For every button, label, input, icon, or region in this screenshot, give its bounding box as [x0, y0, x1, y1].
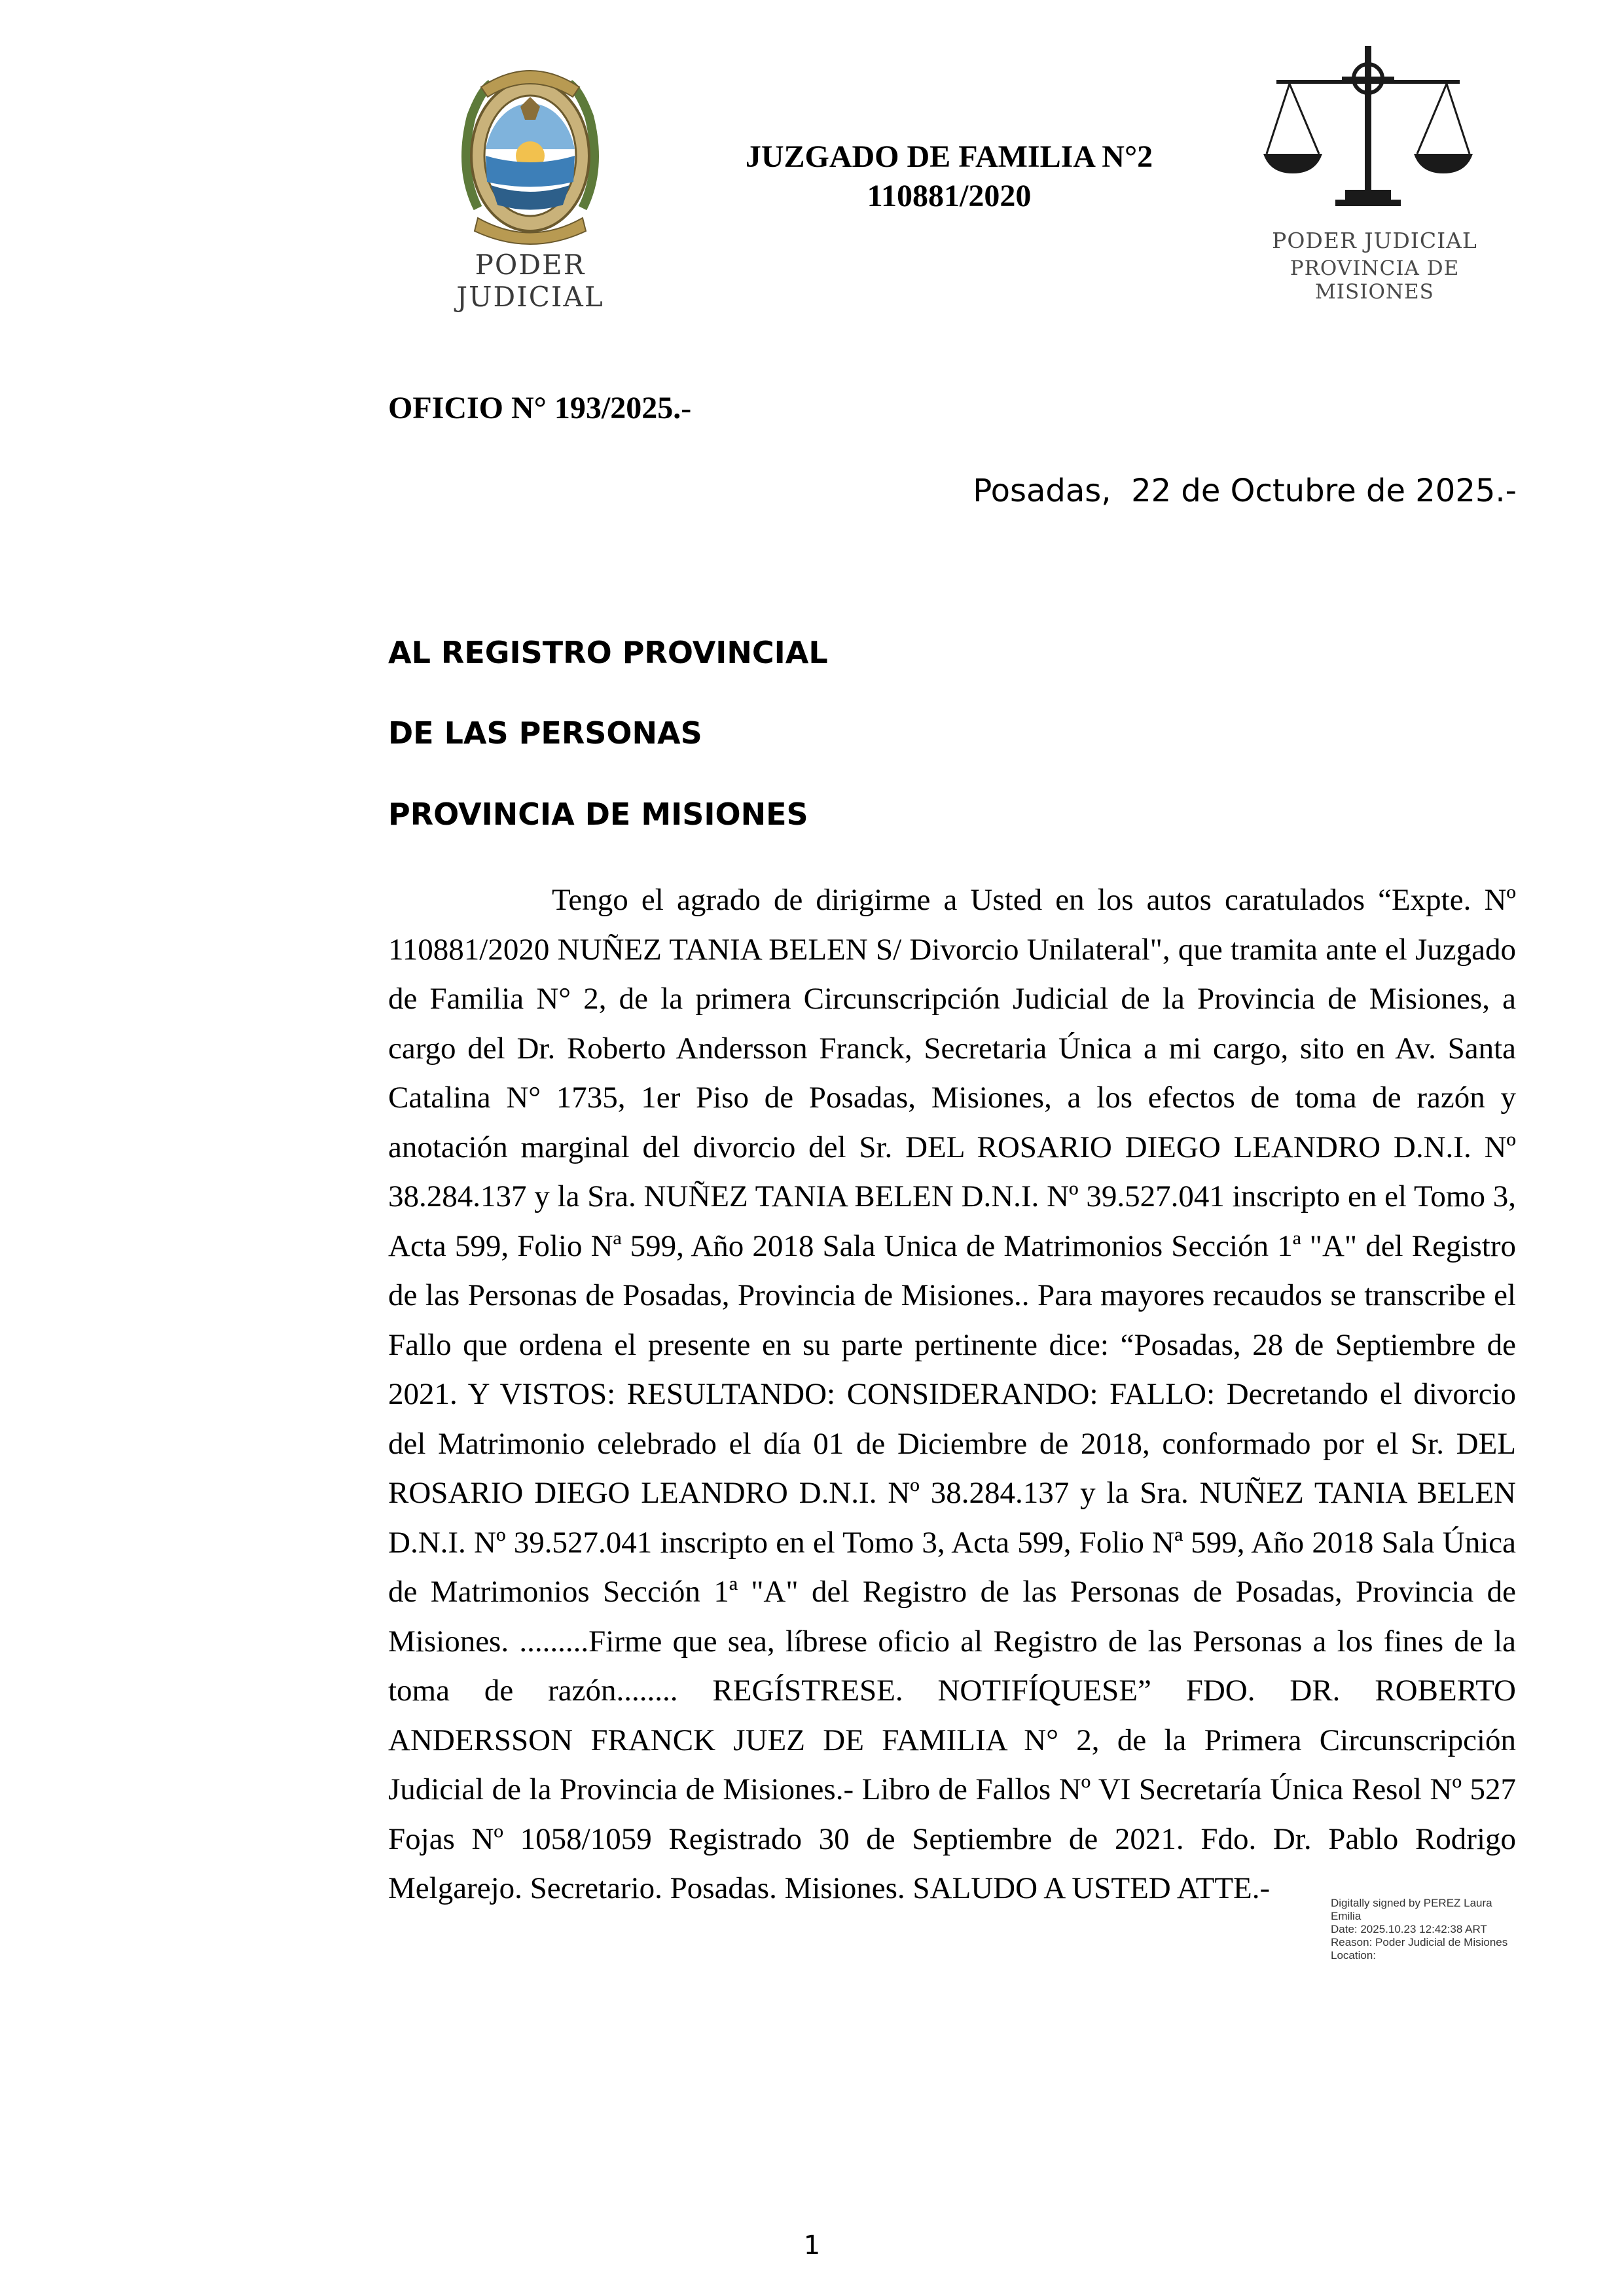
poder-judicial-emblem	[1231, 39, 1519, 304]
left-seal-caption: PODER JUDICIAL	[456, 249, 604, 313]
case-number: 110881/2020	[867, 179, 1032, 213]
right-seal-caption-line2: PROVINCIA DE MISIONES	[1290, 257, 1460, 304]
addressee-line-1: AL REGISTRO PROVINCIAL	[388, 635, 828, 670]
page-number: 1	[803, 2231, 821, 2261]
signature-line-2: Emilia	[1331, 1910, 1362, 1922]
oficio-number: OFICIO N° 193/2025.-	[388, 391, 692, 425]
court-name: JUZGADO DE FAMILIA N°2	[745, 139, 1153, 174]
right-seal-caption-line1: PODER JUDICIAL	[1272, 228, 1477, 253]
signature-line-4: Reason: Poder Judicial de Misiones	[1331, 1936, 1508, 1948]
addressee-line-3: PROVINCIA DE MISIONES	[388, 797, 808, 832]
poder-judicial-seal	[406, 58, 655, 313]
scales-of-justice-icon	[1263, 39, 1473, 223]
signature-line-5: Location:	[1331, 1949, 1376, 1962]
date-line: Posadas, 22 de Octubre de 2025.-	[973, 473, 1517, 509]
court-header	[687, 137, 1211, 216]
provincia-de-misiones-seal-icon	[452, 58, 609, 247]
body-paragraph: Tengo el agrado de dirigirme a Usted en los autos caratulados “Expte. Nº 110881/2020 NUÑEZ TANIA BELEN S/ Divorcio Unilateral", que tramita ante el Juzgado de Familia N° 2, de la primera Circunscripción Judicial de la Provincia de Misiones, a cargo del Dr. Roberto Andersson Franck, Secretaria Única a mi cargo, sito en Av. Santa Catalina N° 1735, 1er Piso de Posadas, Misiones, a los efectos de toma de razón y anotación marginal del divorcio del Sr. DEL ROSARIO DIEGO LEANDRO D.N.I. Nº 38.284.137 y la Sra. NUÑEZ TANIA BELEN D.N.I. Nº 39.527.041 inscripto en el Tomo 3, Acta 599, Folio Nª 599, Año 2018 Sala Unica de Matrimonios Sección 1ª "A" del Registro de las Personas de Posadas, Provincia de Misiones.. Para mayores recaudos se transcribe el Fallo que ordena el presente en su parte pertinente dice: “Posadas, 28 de Septiembre de 2021. Y VISTOS: RESULTANDO: CONSIDERANDO: FALLO: Decretando el divorcio del Matrimonio celebrado el día 01 de Diciembre de 2018, conformado por el Sr. DEL ROSARIO DIEGO LEANDRO D.N.I. Nº 38.284.137 y la Sra. NUÑEZ TANIA BELEN D.N.I. Nº 39.527.041 inscripto en el Tomo 3, Acta 599, Folio Nª 599, Año 2018 Sala Única de Matrimonios Sección 1ª "A" del Registro de las Personas de Posadas, Provincia de Misiones. .........Firme que sea, líbrese oficio al Registro de las Personas a los fines de la toma de razón........ REGÍSTRESE. NOTIFÍQUESE” FDO. DR. ROBERTO ANDERSSON FRANCK JUEZ DE FAMILIA N° 2, de la Primera Circunscripción Judicial de la Provincia de Misiones.- Libro de Fallos Nº VI Secretaría Única Resol Nº 527 Fojas Nº 1058/1059 Registrado 30 de Septiembre de 2021. Fdo. Dr. Pablo Rodrigo Melgarejo. Secretario. Posadas. Misiones. SALUDO A USTED ATTE.-	[388, 883, 1516, 1905]
signature-line-1: Digitally signed by PEREZ Laura	[1331, 1897, 1492, 1909]
signature-line-3: Date: 2025.10.23 12:42:38 ART	[1331, 1923, 1487, 1935]
digital-signature-stamp	[1331, 1897, 1540, 1962]
addressee-line-2: DE LAS PERSONAS	[388, 715, 702, 751]
